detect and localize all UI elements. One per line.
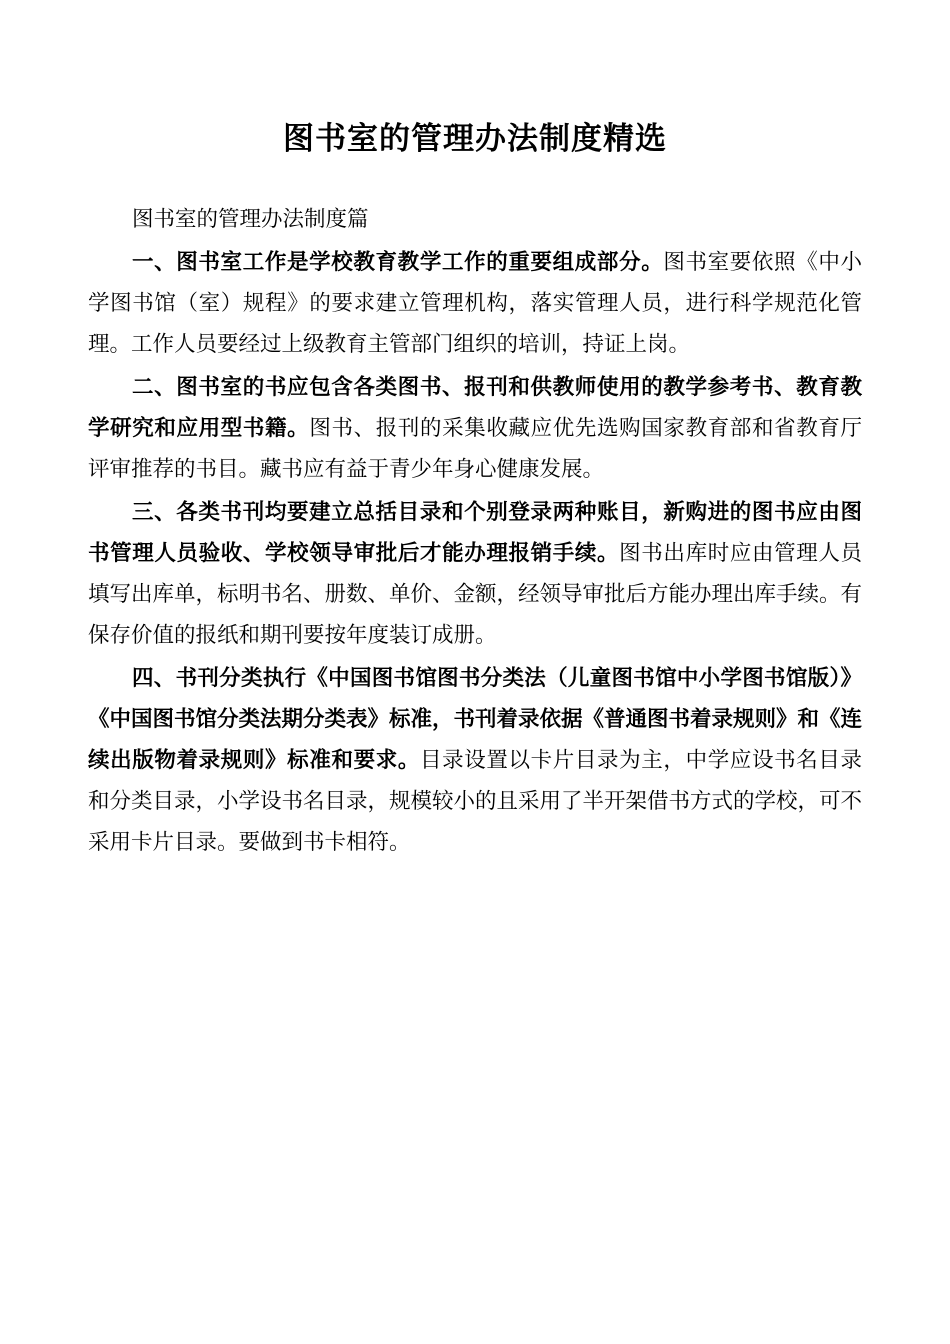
- document-body: [88, 199, 862, 863]
- paragraph-three: [88, 492, 862, 656]
- paragraph-one: [88, 242, 862, 365]
- paragraph-four-bold: 四、书刊分类执行《中国图书馆图书分类法（儿童图书馆中小学图书馆版）》《中国图书馆分类法期分类表》标准，书刊着录依据《普通图书着录规则》和《连续出版物着录规则》标准和要求。: [88, 666, 863, 774]
- paragraph-intro-text: 图书室的管理办法制度篇: [132, 207, 369, 233]
- paragraph-two-bold: 二、图书室的书应包含各类图书、报刊和供教师使用的教学参考书、教育教学研究和应用型书籍。: [88, 375, 862, 442]
- paragraph-two: [88, 367, 862, 490]
- paragraph-four-text: 目录设置以卡片目录为主，中学应设书名目录和分类目录，小学设书名目录，规模较小的且采用了半开架借书方式的学校，可不采用卡片目录。要做到书卡相符。: [88, 748, 863, 856]
- paragraph-intro: [88, 199, 862, 240]
- paragraph-one-text: 图书室要依照《中小学图书馆（室）规程》的要求建立管理机构，落实管理人员，进行科学规范化管理。工作人员要经过上级教育主管部门组织的培训，持证上岗。: [88, 250, 862, 358]
- paragraph-one-bold: 一、图书室工作是学校教育教学工作的重要组成部分。: [132, 250, 664, 276]
- paragraph-three-bold: 三、各类书刊均要建立总括目录和个别登录两种账目，新购进的图书应由图书管理人员验收、学校领导审批后才能办理报销手续。: [88, 500, 862, 567]
- page-title: 图书室的管理办法制度精选: [283, 121, 667, 157]
- paragraph-four: [88, 658, 862, 863]
- paragraph-two-text: 图书、报刊的采集收藏应优先选购国家教育部和省教育厅评审推荐的书目。藏书应有益于青少年身心健康发展。: [88, 416, 862, 483]
- paragraph-three-text: 图书出库时应由管理人员填写出库单，标明书名、册数、单价、金额，经领导审批后方能办理出库手续。有保存价值的报纸和期刊要按年度装订成册。: [88, 541, 863, 649]
